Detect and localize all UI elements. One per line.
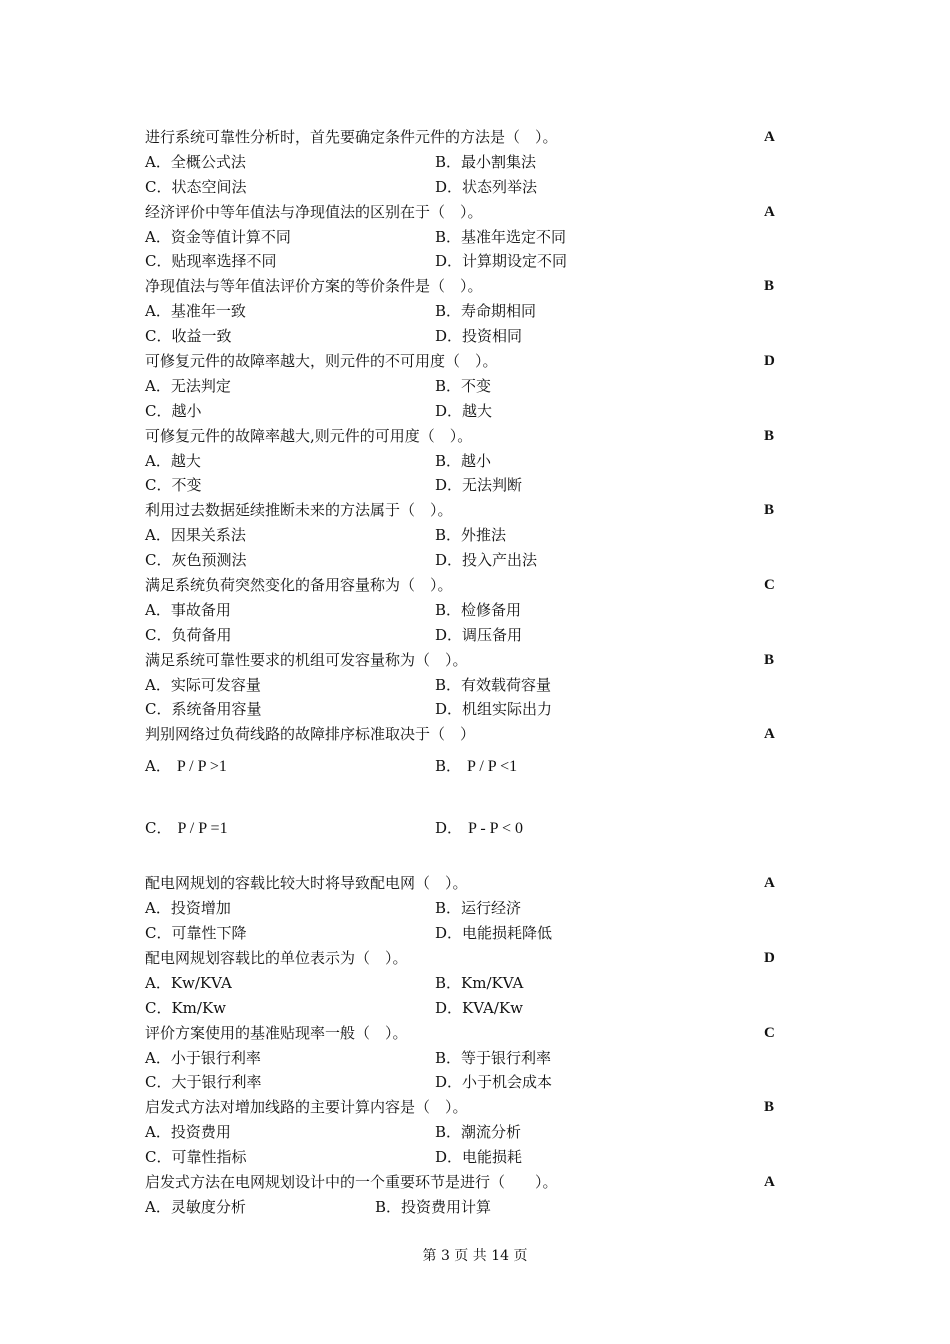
question-stem: 启发式方法对增加线路的主要计算内容是（ ）。 B [145,1095,785,1120]
option-a: A．投资增加 [145,899,231,918]
option-row [145,896,785,921]
option-c: C．可靠性下降 [145,924,247,943]
option-b: B．投资费用计算 [375,1197,492,1216]
option-b: B．越小 [435,451,492,470]
option-d: D．机组实际出力 [435,700,553,719]
option-d: D．投资相同 [435,327,523,346]
option-d: D．电能损耗降低 [435,924,553,943]
option-row [145,449,785,474]
option-row [145,1046,785,1071]
answer-key: D [764,949,775,966]
option-d: D．状态列举法 [435,177,538,196]
option-row [145,697,785,722]
question-stem: 评价方案使用的基准贴现率一般（ ）。 C [145,1021,785,1046]
option-a: A．资金等值计算不同 [145,227,291,246]
answer-key: A [764,1173,775,1190]
option-d: D．小于机会成本 [435,1073,553,1092]
option-row [145,374,785,399]
answer-key: A [764,129,775,145]
formula: P / P =1 [177,820,228,838]
option-a: A．小于银行利率 [145,1048,261,1067]
option-row [145,175,785,200]
option-a: A．全概公式法 [145,152,246,171]
option-d: D．电能损耗 [435,1148,523,1167]
formula: P / P <1 [467,758,518,776]
answer-key: D [764,353,775,370]
option-row [145,598,785,623]
option-row [145,150,785,175]
option-a: A． P / P >1 [145,757,227,776]
option-b: B．运行经济 [435,899,522,918]
option-c: C．负荷备用 [145,625,232,644]
option-row [145,473,785,498]
option-d: D．计算期设定不同 [435,252,568,271]
option-row [145,809,785,871]
option-c: C．灰色预测法 [145,551,247,570]
option-a: A．投资费用 [145,1123,231,1142]
question-stem: 净现值法与等年值法评价方案的等价条件是（ ）。 B [145,274,785,299]
option-row [145,324,785,349]
option-row [145,299,785,324]
option-d: D．KVA/Kw [435,998,523,1017]
option-c: C．大于银行利率 [145,1073,262,1092]
answer-key: B [764,1099,775,1116]
option-row [145,1195,785,1220]
option-a: A．Kw/KVA [145,973,232,992]
option-c: C．Km/Kw [145,998,227,1017]
option-row [145,523,785,548]
option-row [145,249,785,274]
option-b: B．寿命期相同 [435,302,537,321]
option-c: C．可靠性指标 [145,1148,247,1167]
option-row [145,996,785,1021]
option-row [145,1120,785,1145]
option-row [145,673,785,698]
page-footer: 第 3 页 共 14 页 [422,1248,528,1264]
answer-key: B [764,278,775,295]
option-a: A．事故备用 [145,600,231,619]
option-b: B． P / P <1 [435,757,518,776]
answer-key: B [764,427,775,444]
question-stem: 满足系统负荷突然变化的备用容量称为（ ）。 C [145,573,785,598]
question-stem: 判别网络过负荷线路的故障排序标准取决于（ ） A [145,722,785,747]
option-row [145,747,785,809]
option-row [145,971,785,996]
option-c: C． P / P =1 [145,819,228,838]
option-row [145,1070,785,1095]
option-row [145,548,785,573]
option-b: B．等于银行利率 [435,1048,552,1067]
option-b: B．最小割集法 [435,152,537,171]
answer-key: B [764,651,775,668]
option-b: B．检修备用 [435,600,522,619]
option-d: D． P - P < 0 [435,819,523,838]
option-row [145,921,785,946]
answer-key: A [764,726,775,743]
option-c: C．状态空间法 [145,177,247,196]
option-d: D．无法判断 [435,476,523,495]
option-row [145,399,785,424]
question-stem: 可修复元件的故障率越大,则元件的可用度（ ）。 B [145,424,785,449]
option-d: D．越大 [435,401,493,420]
option-c: C．越小 [145,401,202,420]
formula: P - P < 0 [468,820,523,838]
option-c: C．不变 [145,476,202,495]
question-stem: 可修复元件的故障率越大，则元件的不可用度（ ）。 D [145,349,785,374]
option-a: A．实际可发容量 [145,675,261,694]
document-body [145,125,785,1220]
option-b: B．不变 [435,376,492,395]
question-stem: 利用过去数据延续推断未来的方法属于（ ）。 B [145,498,785,523]
answer-key: C [764,577,775,594]
answer-key: C [764,1024,775,1041]
option-a: A．灵敏度分析 [145,1197,246,1216]
answer-key: B [764,502,775,519]
option-a: A．越大 [145,451,201,470]
question-stem: 满足系统可靠性要求的机组可发容量称为（ ）。 B [145,648,785,673]
option-a: A．无法判定 [145,376,231,395]
question-stem: 启发式方法在电网规划设计中的一个重要环节是进行（ ）。 A [145,1170,785,1195]
option-row [145,225,785,250]
option-b: B．潮流分析 [435,1123,522,1142]
answer-key: A [764,203,775,220]
option-d: D．投入产出法 [435,551,538,570]
option-a: A．基准年一致 [145,302,246,321]
option-row [145,1145,785,1170]
option-a: A．因果关系法 [145,526,246,545]
option-row [145,623,785,648]
option-b: B．基准年选定不同 [435,227,567,246]
question-stem: 进行系统可靠性分析时，首先要确定条件元件的方法是（ ）。 A [145,125,785,150]
question-stem: 经济评价中等年值法与净现值法的区别在于（ ）。 A [145,200,785,225]
option-b: B．有效载荷容量 [435,675,552,694]
formula: P / P >1 [176,758,227,776]
question-stem: 配电网规划容载比的单位表示为（ ）。 D [145,946,785,971]
option-c: C．贴现率选择不同 [145,252,277,271]
answer-key: A [764,875,775,892]
option-b: B．外推法 [435,526,507,545]
option-c: C．系统备用容量 [145,700,262,719]
question-stem: 配电网规划的容载比较大时将导致配电网（ ）。 A [145,871,785,896]
option-b: B．Km/KVA [435,973,524,992]
option-c: C．收益一致 [145,327,232,346]
option-d: D．调压备用 [435,625,523,644]
